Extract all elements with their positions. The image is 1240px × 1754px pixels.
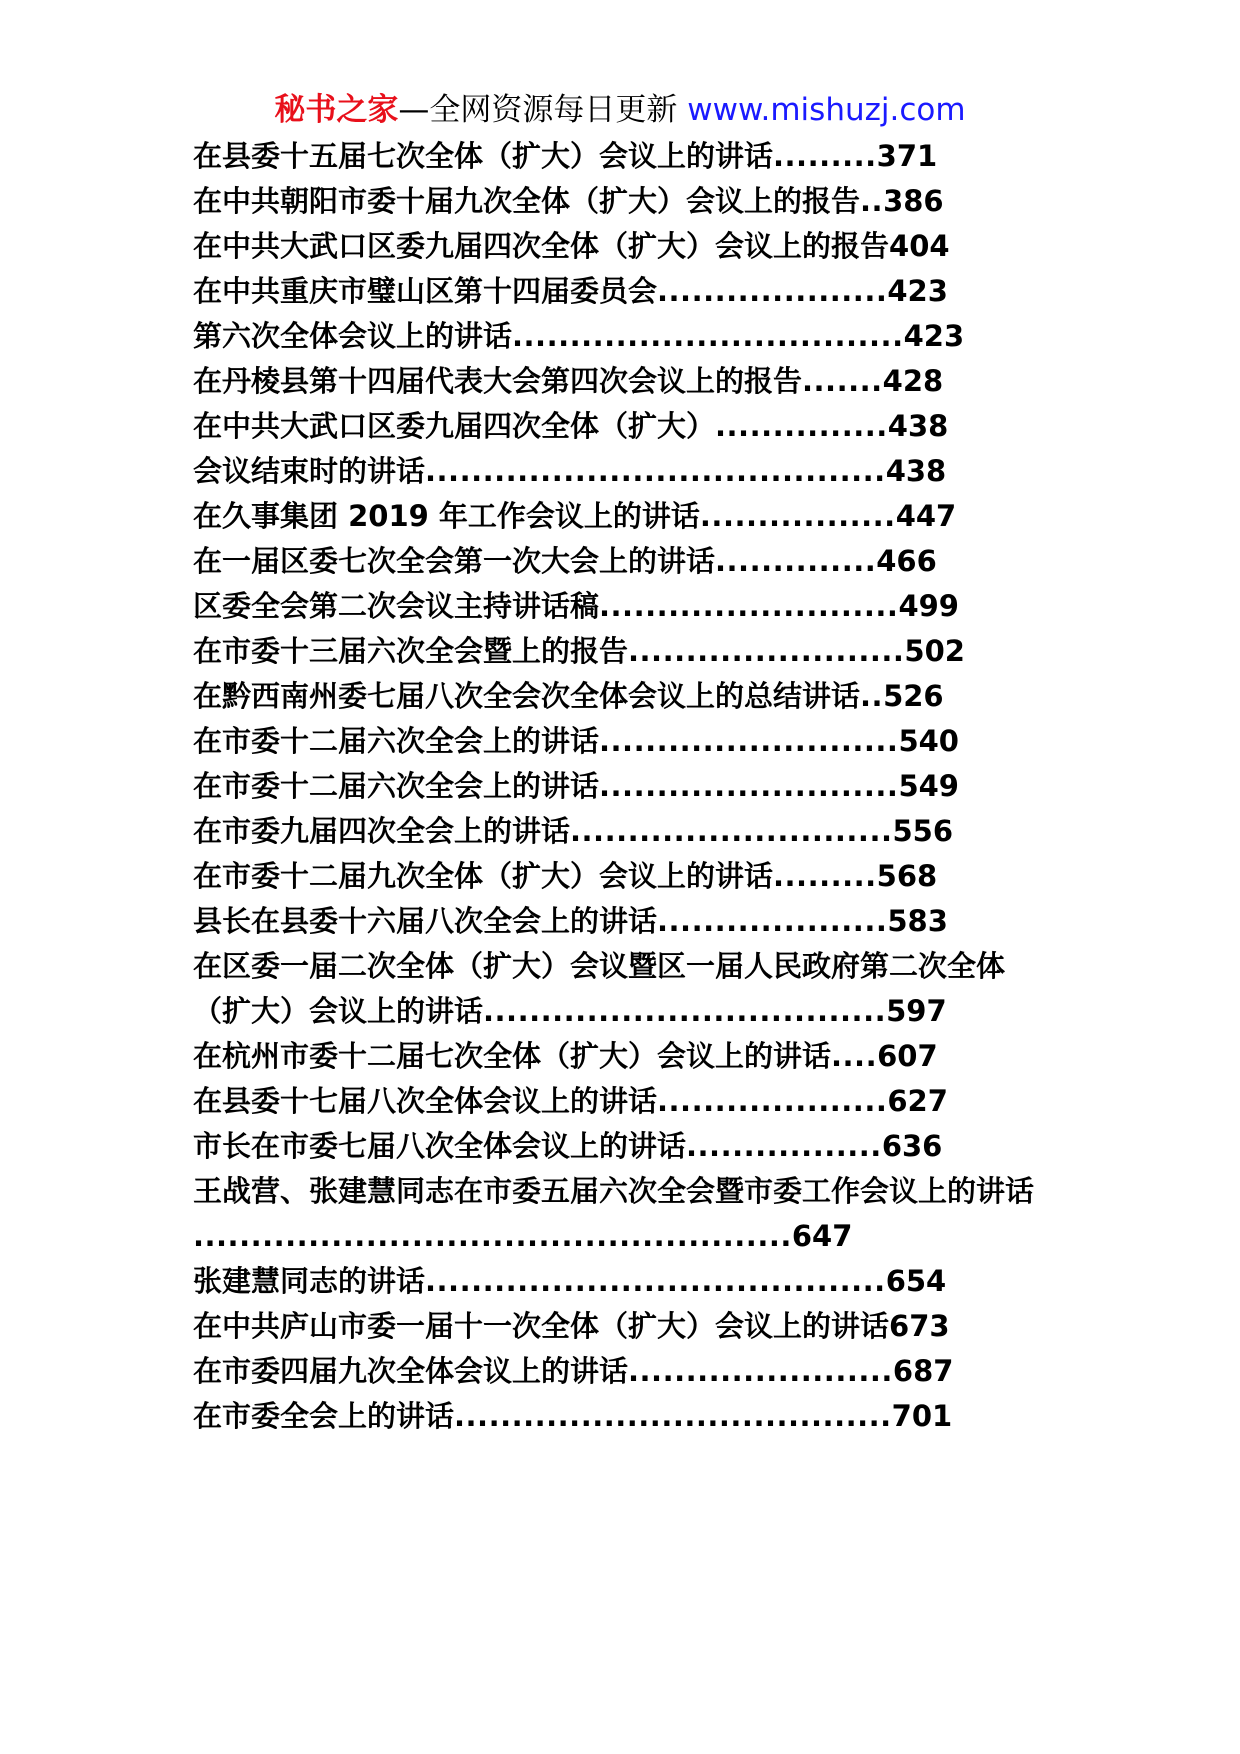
toc-entry-title: 第六次全体会议上的讲话 [193, 319, 513, 353]
toc-entry[interactable] [193, 1124, 1113, 1169]
toc-entry[interactable] [193, 134, 1113, 179]
toc-entry-title: 在市委全会上的讲话 [193, 1399, 455, 1433]
toc-entry[interactable] [193, 1349, 1113, 1394]
toc-entry-title: 在县委十七届八次全体会议上的讲话 [193, 1084, 658, 1118]
toc-entry-page-number: 627 [887, 1084, 948, 1118]
toc-entry-page-number: 526 [883, 679, 944, 713]
toc-entry-page-number: 673 [889, 1309, 950, 1343]
toc-entry-title: 市长在市委七届八次全体会议上的讲话 [193, 1129, 687, 1163]
toc-entry[interactable] [193, 404, 1113, 449]
toc-entry[interactable] [193, 944, 1113, 989]
toc-entry[interactable] [193, 1259, 1113, 1304]
toc-entry-page-number: 687 [892, 1354, 954, 1388]
toc-entry-title: 王战营、张建慧同志在市委五届六次全会暨市委工作会议上的讲话 [193, 1174, 1035, 1208]
toc-entry[interactable] [193, 674, 1113, 719]
toc-entry[interactable] [193, 1304, 1113, 1349]
toc-entry[interactable] [193, 899, 1113, 944]
toc-entry[interactable] [193, 764, 1113, 809]
toc-entry[interactable] [193, 1169, 1113, 1214]
toc-entry-title: （扩大）会议上的讲话 [193, 994, 484, 1028]
toc-entry-title: 在中共庐山市委一届十一次全体（扩大）会议上的讲话 [193, 1309, 890, 1343]
toc-entry[interactable] [193, 359, 1113, 404]
toc-entry-leader-dots: .................................................... [193, 1219, 792, 1253]
toc-entry-leader-dots: ........................................ [425, 454, 886, 488]
toc-entry-title: 在县委十五届七次全体（扩大）会议上的讲话 [193, 139, 774, 173]
toc-entry-page-number: 647 [791, 1219, 853, 1253]
toc-entry[interactable] [193, 179, 1113, 224]
toc-entry-page-number: 423 [903, 319, 965, 353]
toc-entry[interactable] [193, 314, 1113, 359]
toc-entry-page-number: 597 [886, 994, 947, 1028]
toc-entry[interactable] [193, 539, 1113, 584]
toc-entry-page-number: 423 [887, 274, 948, 308]
toc-entry-leader-dots: .. [860, 184, 884, 218]
toc-entry-page-number: 428 [882, 364, 944, 398]
toc-entry[interactable] [193, 1034, 1113, 1079]
toc-entry[interactable] [193, 494, 1113, 539]
toc-entry-leader-dots: .......................... [599, 589, 899, 623]
toc-entry-title: 在一届区委七次全会第一次大会上的讲话 [193, 544, 716, 578]
toc-entry-leader-dots: .................... [657, 274, 888, 308]
toc-entry-leader-dots: .................................. [512, 319, 904, 353]
toc-entry-page-number: 438 [887, 409, 949, 443]
toc-entry-title: 在黔西南州委七届八次全会次全体会议上的总结讲话 [193, 679, 861, 713]
toc-entry-leader-dots: .... [831, 1039, 878, 1073]
toc-entry-leader-dots: ....................... [628, 1354, 893, 1388]
toc-entry-leader-dots: .............. [715, 544, 877, 578]
toc-entry-title: 在丹棱县第十四届代表大会第四次会议上的报告 [193, 364, 803, 398]
toc-entry-title: 会议结束时的讲话 [193, 454, 426, 488]
toc-entry-page-number: 386 [883, 184, 944, 218]
toc-entry-title: 在杭州市委十二届七次全体（扩大）会议上的讲话 [193, 1039, 832, 1073]
toc-entry-title: 在中共大武口区委九届四次全体（扩大） [193, 409, 716, 443]
toc-entry[interactable] [193, 449, 1113, 494]
toc-entry-leader-dots: ........................ [628, 634, 905, 668]
brand-name: 秘书之家 [274, 92, 399, 128]
toc-entry-leader-dots: .......................... [599, 769, 899, 803]
toc-entry-title: 在中共大武口区委九届四次全体（扩大）会议上的报告 [193, 229, 890, 263]
site-header [0, 88, 1240, 132]
toc-entry-page-number: 556 [892, 814, 954, 848]
toc-entry-title: 张建慧同志的讲话 [193, 1264, 426, 1298]
toc-entry-leader-dots: ................................... [483, 994, 887, 1028]
toc-entry-title: 在市委十二届六次全会上的讲话 [193, 724, 600, 758]
toc-entry[interactable] [193, 1214, 1113, 1259]
toc-entry-page-number: 502 [904, 634, 965, 668]
toc-entry-page-number: 447 [895, 499, 957, 533]
toc-entry[interactable] [193, 809, 1113, 854]
toc-entry-title: 在市委十二届九次全体（扩大）会议上的讲话 [193, 859, 774, 893]
toc-entry-leader-dots: .. [860, 679, 884, 713]
toc-entry-leader-dots: ...................................... [454, 1399, 892, 1433]
toc-entry-page-number: 371 [876, 139, 938, 173]
toc-entry-title: 在市委四届九次全体会议上的讲话 [193, 1354, 629, 1388]
toc-entry-page-number: 404 [889, 229, 950, 263]
toc-entry-page-number: 438 [885, 454, 947, 488]
toc-entry-page-number: 466 [876, 544, 937, 578]
toc-entry[interactable] [193, 584, 1113, 629]
toc-entry[interactable] [193, 719, 1113, 764]
toc-entry-title: 县长在县委十六届八次全会上的讲话 [193, 904, 658, 938]
toc-entry[interactable] [193, 854, 1113, 899]
toc-entry-leader-dots: ......... [773, 139, 877, 173]
toc-entry-page-number: 636 [881, 1129, 943, 1163]
toc-entry-page-number: 654 [885, 1264, 947, 1298]
toc-entry[interactable] [193, 989, 1113, 1034]
toc-entry-page-number: 549 [898, 769, 959, 803]
toc-entry-title: 在中共重庆市璧山区第十四届委员会 [193, 274, 658, 308]
toc-entry-leader-dots: ....... [802, 364, 883, 398]
toc-entry-page-number: 499 [898, 589, 959, 623]
toc-entry-title: 在中共朝阳市委十届九次全体（扩大）会议上的报告 [193, 184, 861, 218]
toc-entry[interactable] [193, 1394, 1113, 1439]
toc-entry-title: 在市委十三届六次全会暨上的报告 [193, 634, 629, 668]
toc-entry-page-number: 607 [877, 1039, 938, 1073]
toc-entry-title: 在区委一届二次全体（扩大）会议暨区一届人民政府第二次全体 [193, 949, 1006, 983]
toc-entry[interactable] [193, 269, 1113, 314]
toc-entry[interactable] [193, 224, 1113, 269]
toc-entry-page-number: 568 [876, 859, 938, 893]
toc-entry-leader-dots: .......................... [599, 724, 899, 758]
toc-entry-title: 在市委九届四次全会上的讲话 [193, 814, 571, 848]
toc-entry-leader-dots: .................... [657, 1084, 888, 1118]
toc-entry-leader-dots: ................. [686, 1129, 882, 1163]
site-url-link[interactable]: www.mishuzj.com [687, 92, 966, 128]
toc-entry-leader-dots: ........................................ [425, 1264, 886, 1298]
table-of-contents [193, 134, 1113, 1439]
toc-entry-page-number: 583 [887, 904, 948, 938]
toc-entry-title: 区委全会第二次会议主持讲话稿 [193, 589, 600, 623]
toc-entry-title: 在市委十二届六次全会上的讲话 [193, 769, 600, 803]
toc-entry-leader-dots: ............... [715, 409, 888, 443]
toc-entry-leader-dots: ............................ [570, 814, 893, 848]
site-tagline: —全网资源每日更新 [398, 92, 688, 128]
toc-entry-title: 在久事集团 2019 年工作会议上的讲话 [193, 499, 700, 533]
toc-entry[interactable] [193, 1079, 1113, 1124]
toc-entry-page-number: 701 [891, 1399, 953, 1433]
toc-entry-page-number: 540 [898, 724, 959, 758]
toc-entry-leader-dots: ......... [773, 859, 877, 893]
toc-entry-leader-dots: .................... [657, 904, 888, 938]
toc-entry[interactable] [193, 629, 1113, 674]
toc-entry-leader-dots: ................. [699, 499, 896, 533]
